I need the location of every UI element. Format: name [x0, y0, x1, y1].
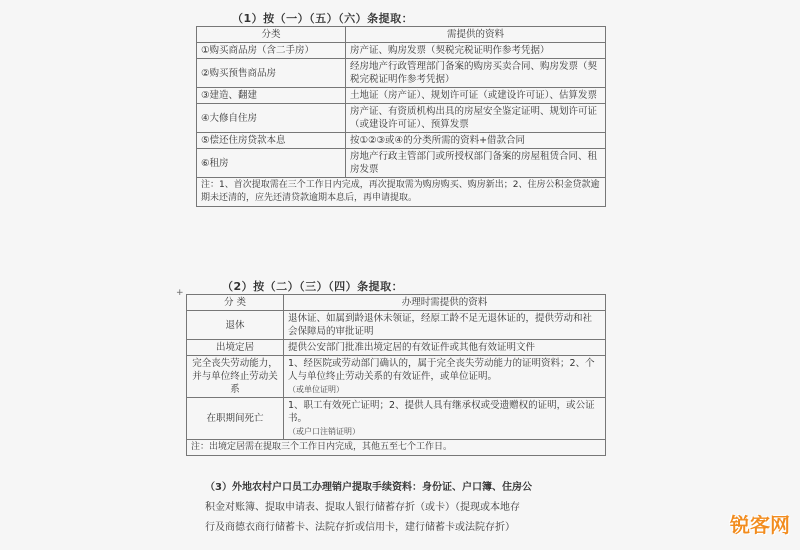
- category-cell: ②购买预售商品房: [197, 59, 346, 88]
- header-cell: 需提供的资料: [346, 27, 606, 43]
- table-header-row: [187, 295, 606, 311]
- table-row: [187, 340, 606, 356]
- section1-table: [196, 26, 606, 207]
- table-row: [197, 43, 606, 59]
- table-row: [197, 88, 606, 104]
- header-cell: 分类: [197, 27, 346, 43]
- header-cell: 分 类: [187, 295, 284, 311]
- section3-line: （3）外地农村户口员工办理销户提取手续资料：身份证、户口簿、住房公: [205, 482, 532, 493]
- table-row: [187, 311, 606, 340]
- table-header-row: [197, 27, 606, 43]
- category-cell: 在职期间死亡: [187, 398, 284, 440]
- table-row: [187, 356, 606, 398]
- category-cell: ⑤偿还住房贷款本息: [197, 133, 346, 149]
- section3-line: 行及商德衣商行储蓄卡、法院存折或信用卡，建行储蓄卡或法院存折）: [205, 522, 515, 533]
- category-cell: 退休: [187, 311, 284, 340]
- sub-note: （或单位证明）: [288, 385, 344, 394]
- table-row: [197, 59, 606, 88]
- table-note: 注：出境定居需在提取三个工作日内完成，其他五至七个工作日。: [187, 440, 606, 456]
- category-cell: 出境定居: [187, 340, 284, 356]
- requirement-cell: 房产证、购房发票（契税完税证明作参考凭据）: [346, 43, 606, 59]
- requirement-cell: 提供公安部门批准出境定居的有效证件或其他有效证明文件: [284, 340, 606, 356]
- requirement-text: 1、职工有效死亡证明；2、提供人具有继承权或受遗赠权的证明，或公证书。: [288, 400, 595, 424]
- section2-title: （2）按（二）（三）（四）条提取：: [222, 280, 404, 293]
- category-cell: ④大修自住房: [197, 104, 346, 133]
- requirement-cell: 按①②③或④的分类所需的资料+借款合同: [346, 133, 606, 149]
- requirement-cell: 房产证、有资质机构出具的房屋安全鉴定证明、规划许可证（或建设许可证）、预算发票: [346, 104, 606, 133]
- table-row: [197, 133, 606, 149]
- margin-marker: +: [176, 288, 184, 298]
- table-row: [197, 104, 606, 133]
- table-note: 注：1、首次提取需在三个工作日内完成，再次提取需为购房购买、购房新出；2、住房公积金贷款逾期未还清的，应先还清贷款逾期本息后，再申请提取。: [197, 178, 606, 207]
- requirement-cell: 退休证、如属到龄退休未领证，经原工龄不足无退休证的，提供劳动和社会保障局的审批证明: [284, 311, 606, 340]
- site-watermark-logo: 锐客网: [730, 513, 790, 537]
- header-cell: 办理时需提供的资料: [284, 295, 606, 311]
- requirement-cell: [284, 398, 606, 440]
- table-note-row: [187, 440, 606, 456]
- sub-note: （或户口注销证明）: [288, 427, 360, 436]
- section1-title: （1）按（一）（五）（六）条提取：: [232, 12, 414, 25]
- table-row: [197, 149, 606, 178]
- category-cell: ①购买商品房（含二手房）: [197, 43, 346, 59]
- category-cell: ③建造、翻建: [197, 88, 346, 104]
- category-cell: ⑥租房: [197, 149, 346, 178]
- section3-line: 积金对账簿、提取申请表、提取人银行储蓄存折（或卡）（提现或本地存: [205, 502, 520, 513]
- category-cell: 完全丧失劳动能力，并与单位终止劳动关系: [187, 356, 284, 398]
- table-note-row: [197, 178, 606, 207]
- requirement-cell: 经房地产行政管理部门备案的购房买卖合同、购房发票（契税完税证明作参考凭据）: [346, 59, 606, 88]
- section2-table: [186, 294, 606, 456]
- requirement-text: 1、经医院或劳动部门确认的，属于完全丧失劳动能力的证明资料；2、个人与单位终止劳动关系的有效证件，或单位证明。: [288, 358, 595, 382]
- requirement-cell: 房地产行政主管部门或所授权部门备案的房屋租赁合同、租房发票: [346, 149, 606, 178]
- requirement-cell: 土地证（房产证）、规划许可证（或建设许可证）、估算发票: [346, 88, 606, 104]
- table-row: [187, 398, 606, 440]
- requirement-cell: [284, 356, 606, 398]
